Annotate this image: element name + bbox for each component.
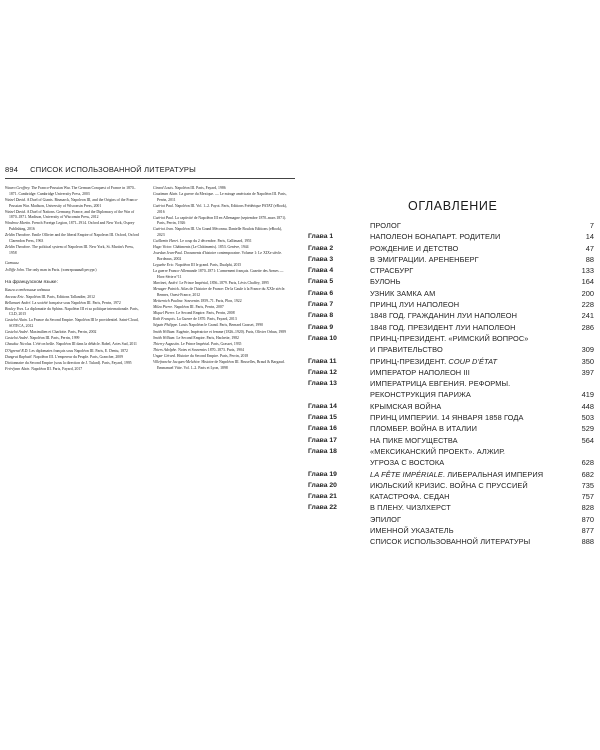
entry-text: Maximilien et Charlotte. Paris, Perrin, 2002 [29,330,97,335]
entry-text: Histoire de Napoléon III. Bruxelles, Braud & Bargaud. Emmanuel Vitte. Vol. 1–2. Paris et Lyon, 1898 [157,359,285,370]
toc-entry-title [370,401,441,412]
entry-author: Wawro Geoffrey. [5,186,31,190]
entry-text: A Duel of Nations. Germany, France, and the Diplomacy of the War of 1870–1871. Madison, University of Wisconsin Press, 2012 [9,209,135,220]
toc-page-number: 7 [589,221,594,230]
bibliography-column-1 [5,186,142,373]
toc-entry-title [370,491,450,502]
toc-row [308,480,594,491]
toc-title-text: В ЭМИГРАЦИИ. АРЕНЕНБЕРГ [370,254,479,264]
entry-text: Napoléon III. Un Grand Méconnu. Danielle Boulois Editions (eBook), 2023 [157,227,283,238]
toc-row [308,423,594,434]
bibliography-entry [5,307,142,318]
toc-title-text: НА ПИКЕ МОГУЩЕСТВА [370,435,458,445]
bibliography-entry [5,318,142,329]
entry-author: Gouttman Alain. [153,192,179,197]
toc-chapter-label: Глава 19 [308,470,337,478]
toc-entry-title [370,254,479,265]
bibliography-entry [153,186,290,192]
toc-row [308,412,594,423]
toc-row [308,536,594,547]
toc-entry-title [370,322,516,333]
entry-author: Chauduc Nicolas. [5,342,33,347]
toc-entry-title [370,265,413,276]
toc-row [308,525,594,536]
toc-entry-title [370,231,500,242]
toc-chapter-label: Глава 15 [308,414,337,422]
entry-author: Smith William. [153,329,176,334]
bibliography-entry [5,336,142,342]
entry-author: Castelot André. [5,336,29,341]
toc-row [308,243,594,254]
toc-page-number: 286 [581,322,594,332]
toc-entry-title [370,423,477,434]
toc-title-text: ПЛОМБЕР. ВОЙНА В ИТАЛИИ [370,424,477,434]
toc-page-number: 133 [581,266,594,276]
toc-title-text: В ПЛЕНУ. ЧИЗЛХЕРСТ [370,503,451,513]
toc-chapter-label: Глава 14 [308,402,337,410]
entry-author: Jolliffe John. [5,268,25,273]
toc-chapter-label: Глава 22 [308,504,337,512]
entry-author: Bellamart André. [5,300,32,305]
toc-page-number: 448 [581,401,594,411]
bibliography-entry [5,330,142,336]
toc-row [308,514,594,525]
toc-row [308,356,594,367]
toc-chapter-label: Глава 20 [308,481,337,489]
bibliography-entry [153,317,290,323]
toc-title-text: ПРИНЦ-ПРЕЗИДЕНТ. «РИМСКИЙ ВОПРОС» [370,333,529,343]
entry-text: Napoléon III. Paris, Perrin, 2007 [174,305,224,310]
entry-text: Le Second Empire. Paris, Hachette, 1982 [176,335,239,340]
entry-author: Castelot André. [5,330,29,335]
toc-chapter-label: Глава 6 [308,289,334,297]
entry-text: The political system of Napoleon III. New York, St. Martin's Press, 1958 [9,244,134,255]
toc-page-number: 419 [581,390,594,400]
toc-row [308,322,594,333]
toc-chapter-label: Глава 9 [308,323,334,331]
toc-page-number: 735 [581,480,594,490]
entry-author: Girard Louis. [153,186,174,190]
entry-author: Zeldin Theodore. [5,233,32,238]
bibliography-entry [153,348,290,354]
entry-author: Martinet, André. [153,281,179,286]
entry-author: Leguebe Eric. [153,263,175,268]
french-section-heading: На французском языке: [5,279,58,285]
bibliography-entry [5,367,142,373]
toc-title-text: И ПРАВИТЕЛЬСТВО [370,345,443,355]
toc-row [308,401,594,412]
toc-title-text: ИМПЕРАТОР НАПОЛЕОН III [370,367,470,377]
toc-entry-title [370,412,524,423]
toc-chapter-label: Глава 4 [308,267,334,275]
entry-text: Souvenirs 1859–71. Paris, Plon, 1922 [184,299,242,304]
toc-row [308,265,594,276]
bibliography-entry [5,198,142,209]
entry-author: Thierry Augustin. [153,341,180,346]
toc-row [308,310,594,321]
toc-chapter-label: Глава 13 [308,380,337,388]
toc-entry-title [370,457,444,468]
entry-text: La captivité de Napoléon III en Allemagne (septembre 1870–mars 1871). Paris, Perrin, 1926 [157,215,287,226]
toc-entry-title [370,514,401,525]
entry-text: Napoléon III. Vol. 1–2. Payot. Paris, Editions Frédérique PATAT (eBook), 2016 [157,203,287,214]
toc-entry-title [370,469,543,480]
toc-page-number: 241 [581,311,594,321]
toc-page-number: 228 [581,300,594,310]
toc-entry-title [370,310,517,321]
bibliography-entry [5,361,142,367]
bibliography-entry [153,311,290,317]
toc-entry-title [370,525,454,536]
toc-list [308,220,594,548]
toc-title-text: РЕКОНСТРУКЦИЯ ПАРИЖА [370,390,471,400]
entry-author: Menager Patrick. [153,287,180,292]
entry-author: Bouley Yves. [5,306,25,311]
toc-chapter-label: Глава 21 [308,493,337,501]
entry-author: Miquel Pierre. [153,311,176,316]
entry-author: Wetzel David. [5,209,26,214]
toc-title-text: КРЫМСКАЯ ВОЙНА [370,401,442,411]
entry-author: Guillemin Henri. [153,239,179,244]
entry-author: Guériot Jean. [153,227,174,232]
bibliography-entry [153,192,290,203]
entry-text: Châtiments (Le Châtiments). 1853. Genève, 1944 [173,245,249,250]
bibliography-entry [5,268,142,274]
toc-row [308,333,594,344]
bibliography-entry [153,336,290,342]
bibliography-entry [5,349,142,355]
bibliography-entry [153,245,290,251]
toc-row [308,469,594,480]
toc-page-number: 309 [581,345,594,355]
bibliography-entry [5,233,142,244]
entry-author: Guériot Paul. [153,203,174,208]
entry-author: Hugo Victor. [153,245,173,250]
toc-title-text: ИЮЛЬСКИЙ КРИЗИС. ВОЙНА С ПРУССИЕЙ [370,480,528,490]
bibliography-entry [5,295,142,301]
toc-title-text: ИМПЕРАТРИЦА ЕВГЕНИЯ. РЕФОРМЫ. [370,379,511,389]
bibliography-entry [153,239,290,245]
toc-entry-title [370,435,458,446]
toc-title-text: ПРОЛОГ [370,221,401,230]
toc-page-number: 47 [585,243,594,253]
toc-entry-title [370,344,443,355]
entry-text: Le Prince Impérial. Paris, Grasset, 1935 [180,341,242,346]
entry-author: Thiers Adolphe. [153,347,178,352]
toc-row [308,367,594,378]
toc-chapter-label: Глава 11 [308,357,337,365]
toc-entry-title [370,356,497,367]
toc-title-text: СПИСОК ИСПОЛЬЗОВАННОЙ ЛИТЕРАТУРЫ [370,537,531,547]
toc-row [308,231,594,242]
bibliography-entry [153,323,290,329]
bibliography-entry [5,301,142,307]
toc-entry-title [370,288,435,299]
running-title: СПИСОК ИСПОЛЬЗОВАННОЙ ЛИТЕРАТУРЫ [30,164,196,174]
entry-text: La diplomatie du Sphinx. Napoléon III et sa politique internationale. Paris, CLD, 2015 [9,306,139,317]
bibliography-entry [153,305,290,311]
bibliography-entry [5,355,142,361]
entry-text: Le Second Empire. Paris, Perrin, 2008 [176,311,235,316]
right-page [300,0,600,750]
bibliography-entry [5,221,142,232]
toc-page-number: 200 [581,288,594,298]
bibliography-entry [153,251,290,262]
fiction-heading: Сатины [5,261,19,266]
bibliography-entry [153,227,290,238]
toc-title-text: УЗНИК ЗАМКА АМ [370,288,436,298]
toc-title-text: БУЛОНЬ [370,277,401,287]
page-number: 894 [5,164,19,174]
toc-chapter-label: Глава 18 [308,447,337,455]
entry-text: La France du Second Empire. Napoléon III le providentiel. Saint-Cloud, SOTECA, 2012 [9,318,139,329]
toc-row [308,502,594,513]
toc-entry-title [370,220,401,231]
toc-page-number: 164 [581,277,594,287]
toc-title-text: . ЛИБЕРАЛЬНАЯ ИМПЕРИЯ [442,469,544,479]
entry-author: Anceau Eric. [5,294,25,299]
bibliography-column-2 [153,186,290,372]
bibliography-entry [153,299,290,305]
toc-entry-title [370,299,459,310]
toc-title-text: «МЕКСИКАНСКИЙ ПРОЕКТ». АЛЖИР. [370,446,505,456]
toc-row [308,446,594,457]
bibliography-entry [153,281,290,287]
toc-row [308,389,594,400]
entry-text: La guerre du Mexique. — Le mirage américain de Napoléon III. Paris, Perrin, 2011 [157,192,287,202]
toc-page-number: 757 [581,492,594,502]
bibliography-entry [5,245,142,256]
toc-title-text: КАТАСТРОФА. СЕДАН [370,492,450,502]
toc-entry-title [370,367,470,378]
toc-page-number: 828 [581,503,594,513]
toc-title-text: РОЖДЕНИЕ И ДЕТСТВО [370,243,459,253]
entry-author: Dangrat Raphaël. [5,354,33,359]
entry-author: Guériot Paul. [153,215,174,220]
bibliography-entry [153,330,290,336]
entry-author: D'Agrenel R.D. [5,348,29,353]
bibliography-entry [5,210,142,221]
bibliography-entry [153,269,290,280]
entry-text: Napoléon III. L'empereur du Peuple. Paris, Grancher, 2009 [33,354,123,359]
toc-page-number: 888 [581,537,594,547]
bibliography-entry [153,287,290,298]
entry-author: Wetzel David. [5,197,26,202]
toc-title-text: НАПОЛЕОН БОНАПАРТ. РОДИТЕЛИ [370,232,501,242]
entry-text: Napoléon III. Paris, Fayard, 1986 [174,186,226,190]
entry-text: Emile Ollivier and the liberal Empire of Napoleon III. Oxford, Oxford Clarendon Press, 1963 [9,233,139,243]
toc-page-number: 529 [581,424,594,434]
toc-row [308,276,594,287]
toc-page-number: 350 [581,356,594,366]
entry-text: L'été on brûle. Napoléon III dans la débâcle. Babel, Actes Sud, 2011 [33,342,137,347]
entry-text: La société française sous Napoléon III. Paris, Perrin, 1972 [32,300,121,305]
entry-author: Roth François. [153,317,176,322]
entry-text: Dictionnaire du Second Empire (sous la direction de J. Tulard). Paris, Fayard, 1995 [5,360,132,365]
entry-text: Eugénie, Impératrice et femme (1826–1920). Paris, Olivier Orban, 1989 [176,329,286,334]
entry-author: Jourdan Jean-Paul. [153,251,184,256]
toc-page-number: 682 [581,469,594,479]
toc-chapter-label: Глава 7 [308,301,334,309]
bibliography-entry [153,204,290,215]
toc-title-text: ПРИНЦ ИМПЕРИИ. 14 ЯНВАРЯ 1858 ГОДА [370,413,524,423]
bibliography-entry [153,342,290,348]
toc-entry-title [370,333,529,344]
entry-text: Le coup du 2 décembre. Paris, Gallimard, 1951 [179,239,252,244]
toc-row [308,299,594,310]
toc-title-text: СТРАСБУРГ [370,266,414,276]
entry-author: Milza Pierre. [153,305,174,310]
toc-entry-title [370,243,458,254]
entry-text: La guerre Franco-Allemande 1870–1871: L'armement français. Gazette des Armes — Hors-Série n°11 [153,269,284,280]
toc-title-text: ИМЕННОЙ УКАЗАТЕЛЬ [370,526,454,536]
toc-chapter-label: Глава 10 [308,334,337,342]
entry-text: Napoléon III. Paris, Perrin, 1999 [29,336,80,341]
toc-page-number: 14 [585,232,594,242]
toc-title-text: 1848 ГОД. ГРАЖДАНИН ЛУИ НАПОЛЕОН [370,311,518,321]
entry-text: Les diplomates français sous Napoléon III. Paris, E. Dentu, 1872 [29,348,128,353]
toc-entry-title [370,536,530,547]
bibliography-entry [153,360,290,371]
toc-title-italic: COUP D'ÉTAT [448,356,498,366]
toc-chapter-label: Глава 2 [308,244,334,252]
entry-text: Documents d'histoire contemporaine. Volume 1: Le XIXe siècle. Bordeaux, 2002 [157,251,283,262]
toc-chapter-label: Глава 17 [308,436,337,444]
entry-author: Castelot Alain. [5,318,28,323]
entry-text: La Guerre de 1870. Paris, Fayard, 2013 [176,317,237,322]
entry-text: The Franco-Prussian War. The German Conquest of France in 1870–1871. Cambridge: Cambridge University Press, 2003 [9,186,136,196]
entry-author: Séguin Philippe. [153,323,179,328]
entry-author: Fréréjean Alain. [5,366,31,371]
toc-row [308,378,594,389]
entry-text: French Foreign Legion, 1871–1914. Oxford and New York, Osprey Publishing, 2016 [9,221,135,232]
toc-row [308,435,594,446]
bibliography-entry [153,216,290,227]
bibliography-entry [153,263,290,269]
toc-page-number: 88 [585,254,594,264]
toc-title-text: 1848 ГОД. ПРЕЗИДЕНТ ЛУИ НАПОЛЕОН [370,322,516,332]
entry-text: Napoléon III. Paris, Editions Tallandier, 2012 [25,294,95,299]
toc-entry-title [370,502,451,513]
entry-author: Zeldin Theodore. [5,244,32,249]
bibliography-entry [5,186,142,197]
toc-page-number: 503 [581,413,594,423]
running-head [5,163,295,175]
entry-author: Windrow Martin. [5,221,32,226]
toc-row [308,491,594,502]
entry-text: Louis Napoléon le Grand. Paris, Bernard Grasset, 1990 [179,323,263,328]
toc-row [308,254,594,265]
toc-title-text: ПРИНЦ ЛУИ НАПОЛЕОН [370,300,460,310]
toc-row [308,344,594,355]
entry-text: Notes et Souvenirs 1870–1873. Paris, 1904 [178,347,244,352]
toc-chapter-label: Глава 3 [308,255,334,263]
entry-text: A Duel of Giants. Bismarck, Napoleon III, and the Origins of the Franco-Prussian War. Madison, University of Wisconsin Press, 2001 [9,197,139,208]
entry-text: Histoire du Second Empire. Paris, Perrin, 2018 [176,353,249,358]
toc-page-number: 628 [581,458,594,468]
french-subheading: Книги и отдельные издания [5,287,50,292]
toc-title: ОГЛАВЛЕНИЕ [408,199,498,213]
toc-chapter-label: Глава 1 [308,233,334,241]
bibliography-entry [5,342,142,348]
toc-entry-title [370,446,505,457]
toc-row [308,288,594,299]
toc-page-number: 397 [581,367,594,377]
entry-author: Villefranche Jacques-Melchior. [153,359,201,364]
toc-chapter-label: Глава 8 [308,312,334,320]
toc-chapter-label: Глава 5 [308,278,334,286]
entry-author: Ungar Gérard. [153,353,176,358]
toc-title-text: УГРОЗА С ВОСТОКА [370,458,445,468]
toc-page-number: 564 [581,435,594,445]
toc-entry-title [370,389,471,400]
entry-text: The only man in Paris. (электронный ресурс) [25,268,97,273]
entry-author: Metternich Pauline. [153,299,184,304]
bibliography-entry [153,354,290,360]
toc-page-number: 877 [581,526,594,536]
header-rule [5,178,295,179]
toc-title-text: ЭПИЛОГ [370,514,402,524]
entry-text: Le Prince Impérial, 1856–1879. Paris, Lévis Chaffey, 1895 [179,281,269,286]
toc-chapter-label: Глава 12 [308,368,337,376]
toc-entry-title [370,276,401,287]
toc-entry-title [370,378,510,389]
toc-title-italic: LA FÊTE IMPÉRIALE [370,469,443,479]
toc-row [308,220,594,231]
entry-text: Napoléon III le grand. Paris, Dualphi, 2015 [175,263,242,268]
entry-text: Napoléon III. Paris, Fayard, 2017 [31,366,83,371]
entry-text: Atlas de l'histoire de France: De la Gaule à la France du XXIe siècle. Rennes, Ouest-France, 2012 [157,287,286,297]
toc-title-text: ПРИНЦ-ПРЕЗИДЕНТ. [370,356,449,366]
toc-entry-title [370,480,528,491]
toc-row [308,457,594,468]
toc-chapter-label: Глава 16 [308,425,337,433]
entry-author: Smith William. [153,335,176,340]
toc-page-number: 870 [581,514,594,524]
